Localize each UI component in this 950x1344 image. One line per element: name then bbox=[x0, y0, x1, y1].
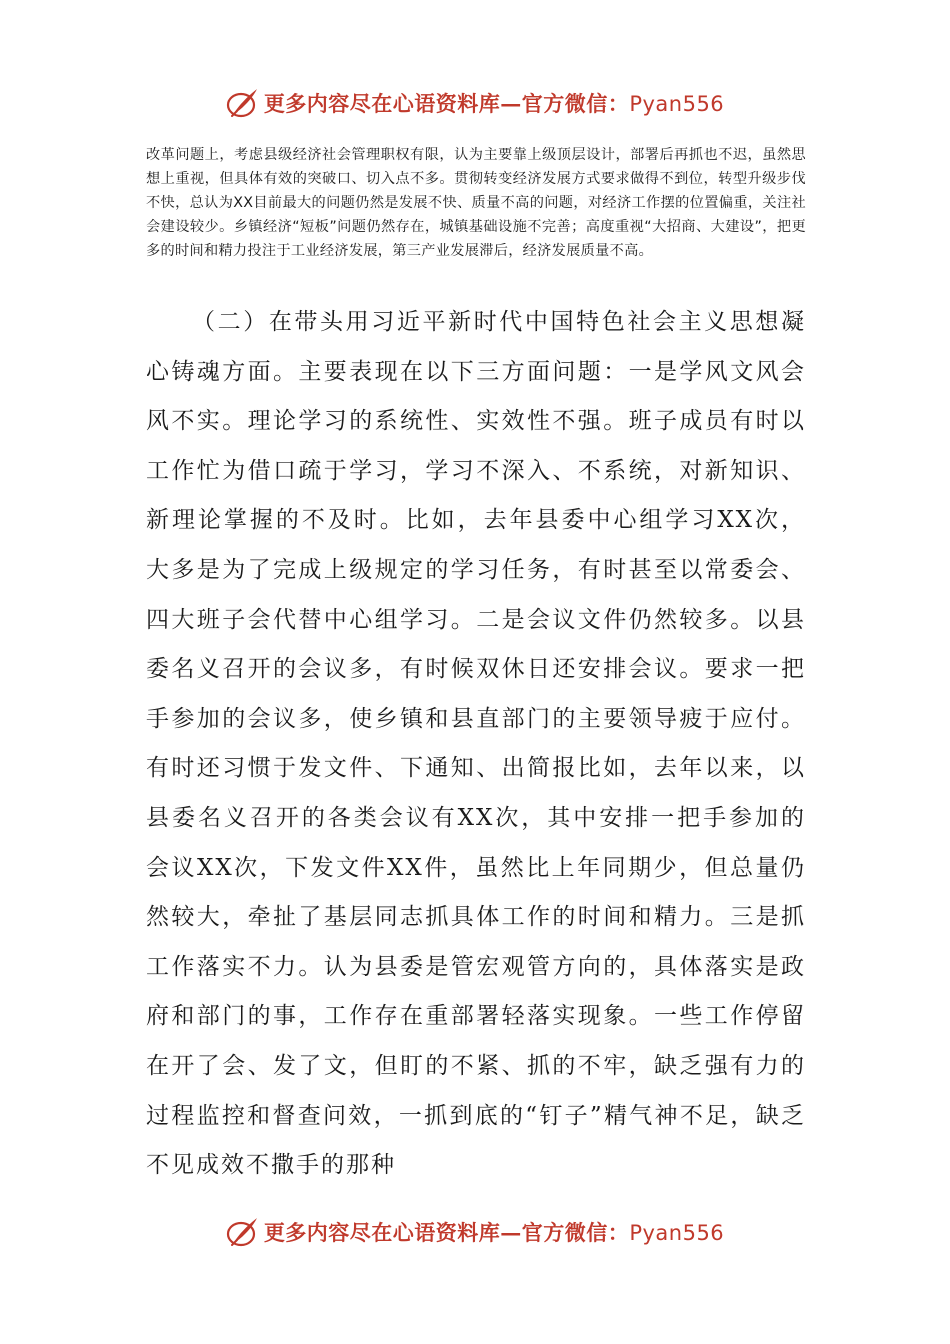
continued-paragraph: 改革问题上，考虑县级经济社会管理职权有限，认为主要靠上级顶层设计，部署后再抓也不迟，虽然思想上重视，但具体有效的突破口、切入点不多。贯彻转变经济发展方式要求做得不到位，转型升级步伐不快，总认为XX目前最大的问题仍然是发展不快、质量不高的问题，对经济工作摆的位置偏重，关注社会建设较少。乡镇经济“短板”问题仍然存在，城镇基础设施不完善；高度重视“大招商、大建设”，把更多的时间和精力投注于工业经济发展，第三产业发展滞后，经济发展质量不高。 bbox=[146, 147, 806, 259]
footer-watermark bbox=[0, 1212, 950, 1252]
section-paragraph: （二）在带头用习近平新时代中国特色社会主义思想凝心铸魂方面。主要表现在以下三方面问题：一是学风文风会风不实。理论学习的系统性、实效性不强。班子成员有时以工作忙为借口疏于学习，学习不深入、不系统，对新知识、新理论掌握的不及时。比如，去年县委中心组学习XX次，大多是为了完成上级规定的学习任务，有时甚至以常委会、四大班子会代替中心组学习。二是会议文件仍然较多。以县委名义召开的会议多，有时候双休日还安排会议。要求一把手参加的会议多，使乡镇和县直部门的主要领导疲于应付。有时还习惯于发文件、下通知、出简报比如，去年以来，以县委名义召开的各类会议有XX次，其中安排一把手参加的会议XX次，下发文件XX件，虽然比上年同期少，但总量仍然较大，牵扯了基层同志抓具体工作的时间和精力。三是抓工作落实不力。认为县委是管宏观管方向的，具体落实是政府和部门的事，工作存在重部署轻落实现象。一些工作停留在开了会、发了文，但盯的不紧、抓的不牢，缺乏强有力的过程监控和督查问效，一抓到底的“钉子”精气神不足，缺乏不见成效不撒手的那种 bbox=[146, 309, 806, 1179]
watermark-brand: 更多内容尽在心语资料库—官方微信： bbox=[263, 1220, 630, 1245]
quill-pen-logo-icon bbox=[226, 1215, 260, 1249]
header-watermark bbox=[0, 83, 950, 123]
watermark-brand: 更多内容尽在心语资料库—官方微信： bbox=[263, 91, 630, 116]
watermark-wechat-id: Pyan556 bbox=[629, 1221, 725, 1245]
watermark-wechat-id: Pyan556 bbox=[629, 92, 725, 116]
quill-pen-logo-icon bbox=[226, 86, 260, 120]
watermark-text bbox=[264, 88, 724, 118]
watermark-text bbox=[264, 1217, 724, 1247]
